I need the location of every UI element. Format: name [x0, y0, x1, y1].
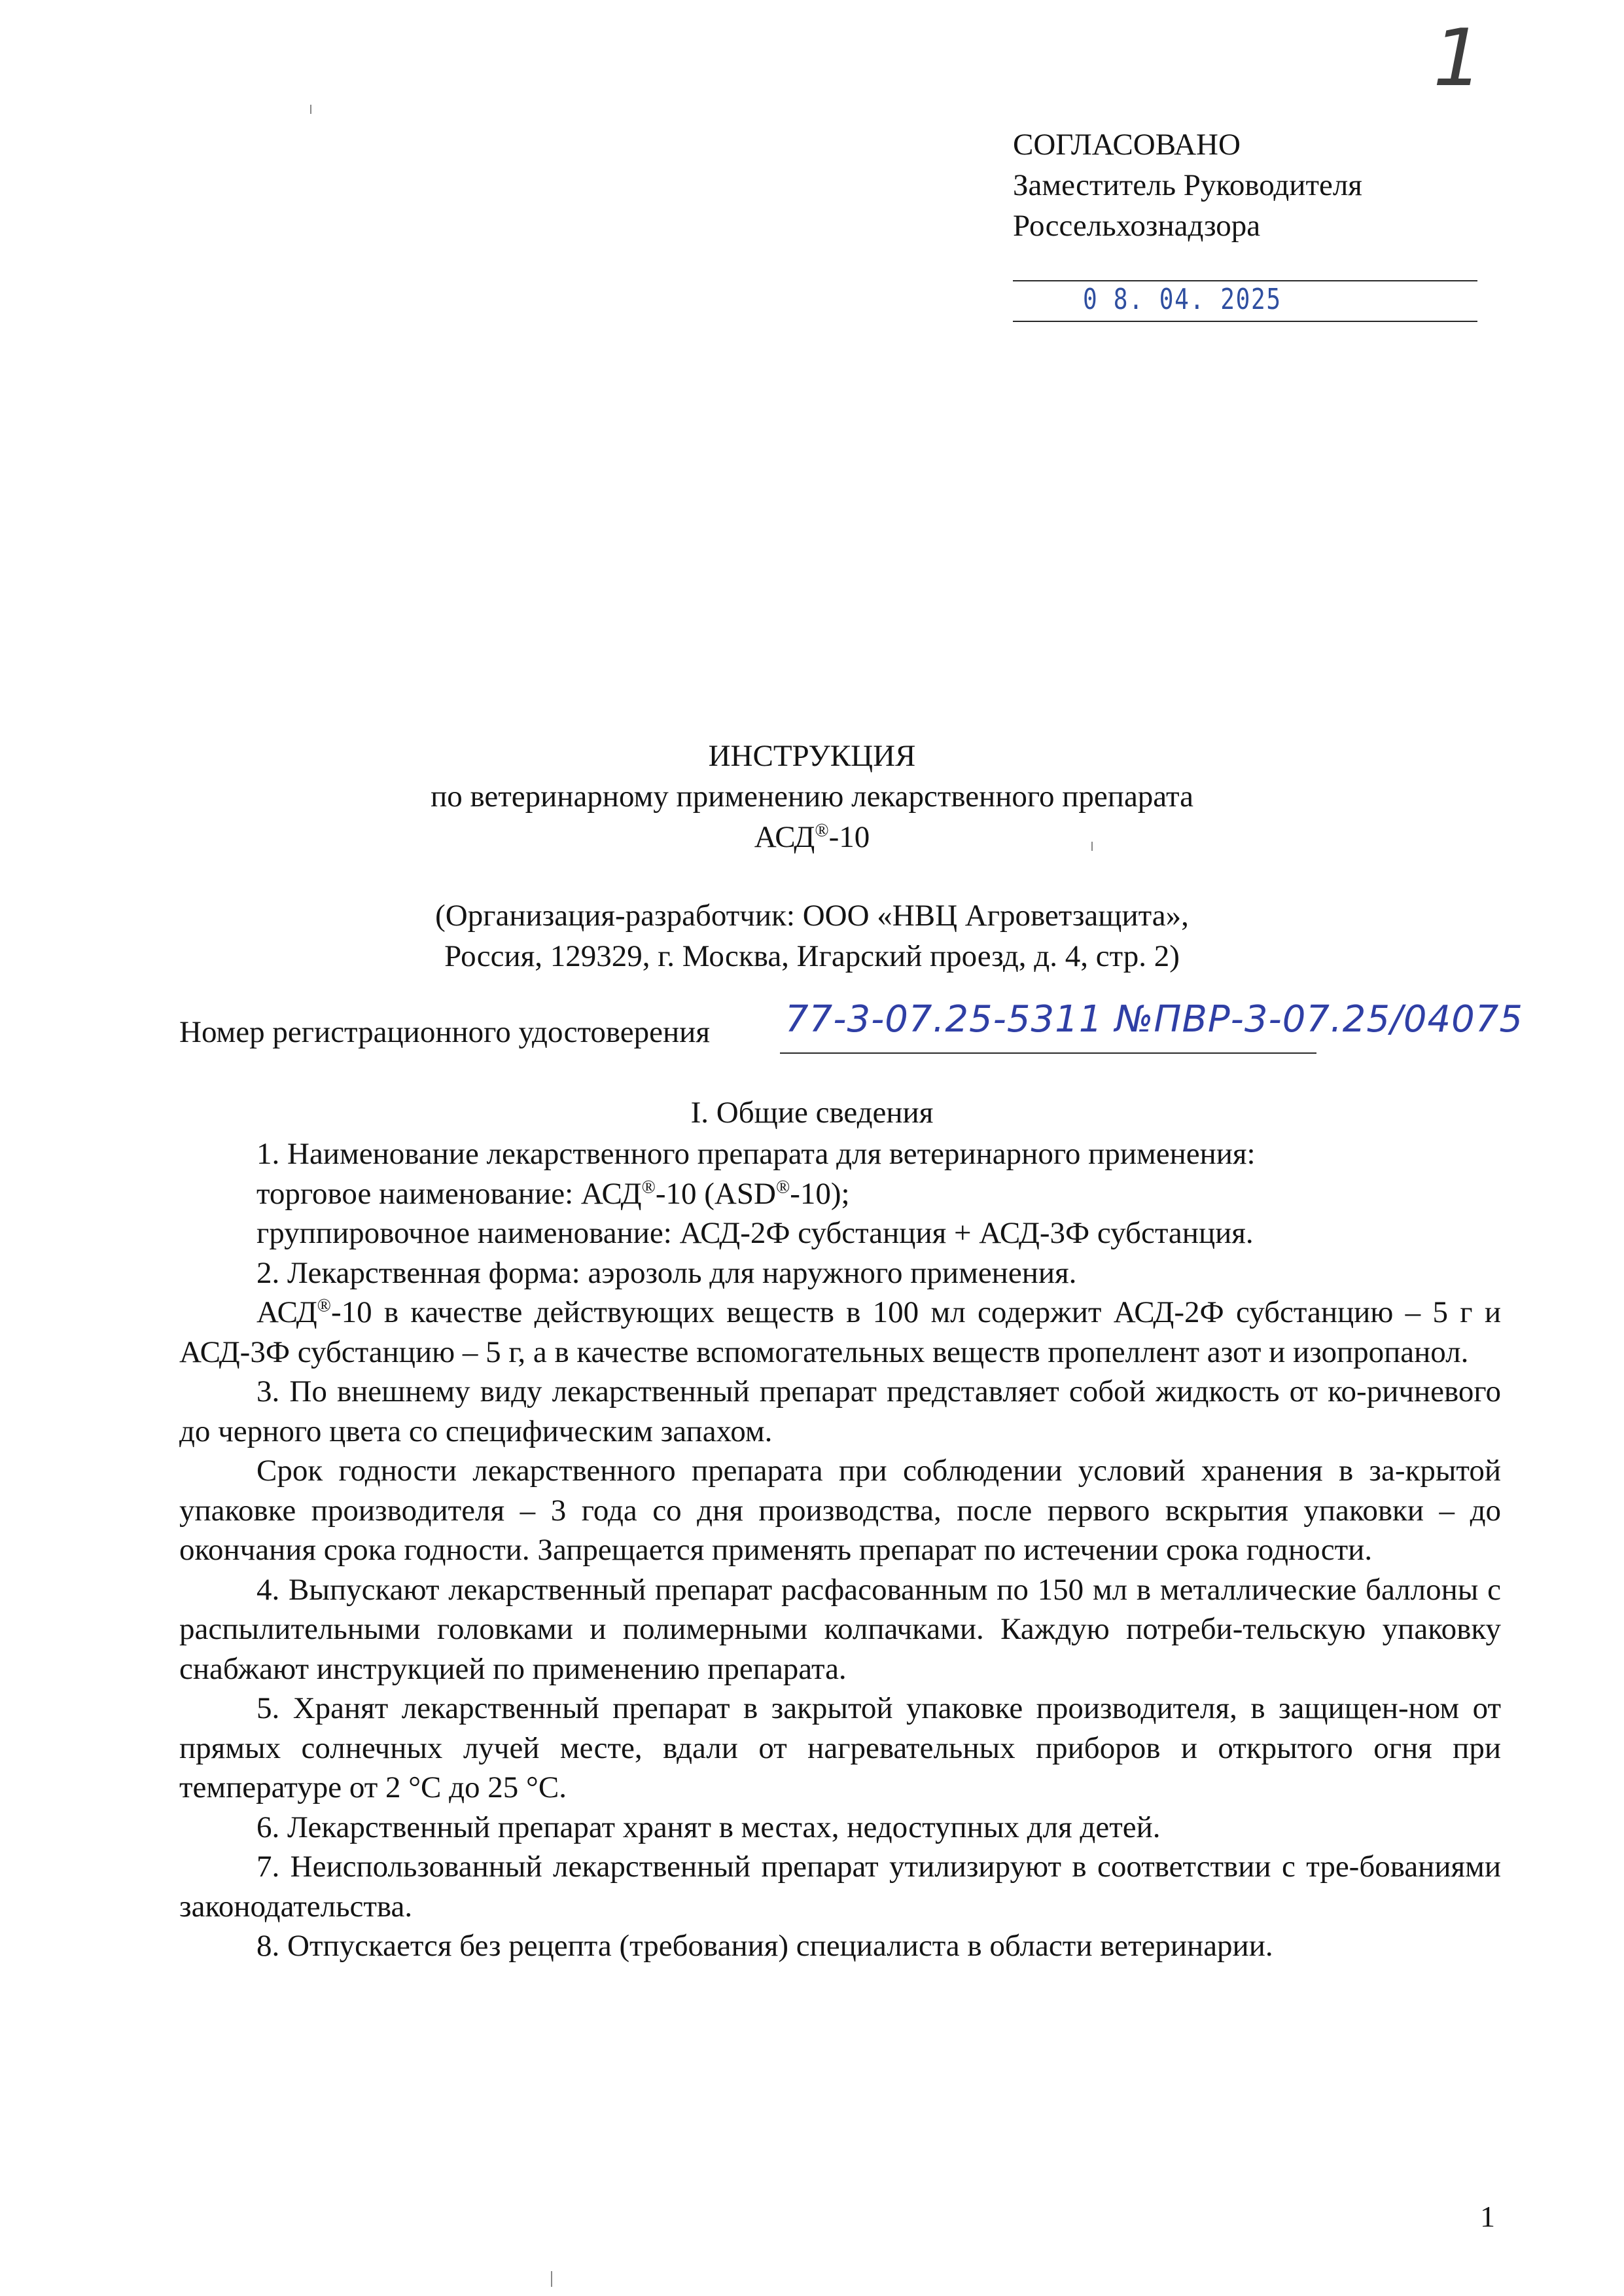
item-7: 7. Неиспользованный лекарственный препарат утилизируют в соответствии с тре-бованиями законодательства. — [179, 1850, 1501, 1924]
composition-a: АСД — [256, 1295, 317, 1329]
page-number: 1 — [1480, 2200, 1495, 2233]
approval-title: СОГЛАСОВАНО — [1013, 128, 1241, 162]
section-heading: I. Общие сведения — [690, 1096, 934, 1130]
document-subtitle: по ветеринарному применению лекарственного препарата — [431, 780, 1193, 814]
trade-name-a: торговое наименование: АСД — [256, 1176, 642, 1211]
registered-mark: ® — [317, 1295, 331, 1316]
drug-name — [0, 819, 1624, 855]
developer-line-1: (Организация-разработчик: ООО «НВЦ Агроветзащита», — [435, 899, 1189, 933]
handwritten-page-mark: 1 — [1433, 13, 1483, 104]
developer-line-2: Россия, 129329, г. Москва, Игарский проезд, д. 4, стр. 2) — [444, 939, 1180, 973]
document-heading: ИНСТРУКЦИЯ — [708, 739, 916, 773]
drug-name-prefix: АСД — [754, 820, 815, 854]
item-4: 4. Выпускают лекарственный препарат расфасованным по 150 мл в металлические баллоны с распылительными головками и полимерными колпачками. Каждую потреби-тельскую упаковку снабжают инструкцией по применению препарата. — [179, 1572, 1501, 1686]
scan-speck — [1091, 842, 1093, 851]
registration-underline — [780, 1052, 1316, 1054]
registered-mark: ® — [815, 820, 829, 841]
grouping-name: группировочное наименование: АСД-2Ф субстанция + АСД-3Ф субстанция. — [256, 1216, 1254, 1250]
composition-b: -10 в качестве действующих веществ в 100 мл содержит АСД-2Ф субстанцию – 5 г и АСД-3Ф субстанцию – 5 г, а в качестве вспомогательных веществ пропеллент азот и изопропанол. — [179, 1295, 1501, 1369]
section-body — [179, 1134, 1501, 1966]
drug-name-suffix: -10 — [828, 820, 870, 854]
signature-line — [1013, 280, 1477, 281]
trade-name-b: -10 (ASD — [655, 1176, 776, 1211]
registered-mark: ® — [775, 1176, 790, 1197]
scan-speck — [310, 105, 311, 114]
item-5: 5. Хранят лекарственный препарат в закрытой упаковке производителя, в защищен-ном от прямых солнечных лучей месте, вдали от нагревательных приборов и открытого огня при температуре от 2 °С до 25 °С. — [179, 1691, 1501, 1804]
item-6: 6. Лекарственный препарат хранят в местах, недоступных для детей. — [256, 1810, 1161, 1844]
item-1: 1. Наименование лекарственного препарата для ветеринарного применения: — [256, 1137, 1256, 1171]
shelf-life: Срок годности лекарственного препарата при соблюдении условий хранения в за-крытой упаковке производителя – 3 года со дня производства, после первого вскрытия упаковки – до окончания срока годности. Запрещается применять препарат по истечении срока годности. — [179, 1454, 1501, 1567]
trade-name-c: -10); — [790, 1176, 850, 1211]
approval-block — [1013, 124, 1362, 246]
approval-organization: Россельхознадзора — [1013, 209, 1261, 243]
item-2: 2. Лекарственная форма: аэрозоль для наружного применения. — [256, 1255, 1077, 1290]
scan-speck — [551, 2271, 552, 2287]
trade-name — [179, 1174, 1501, 1214]
item-3: 3. По внешнему виду лекарственный препарат представляет собой жидкость от ко-ричневого до черного цвета со специфическим запахом. — [179, 1374, 1501, 1448]
item-8: 8. Отпускается без рецепта (требования) специалиста в области ветеринарии. — [256, 1929, 1273, 1963]
approval-date-stamp: 0 8. 04. 2025 — [1083, 283, 1282, 316]
date-line — [1013, 321, 1477, 322]
composition — [179, 1293, 1501, 1372]
registered-mark: ® — [641, 1176, 656, 1197]
approval-position: Заместитель Руководителя — [1013, 168, 1362, 202]
registration-label: Номер регистрационного удостоверения — [179, 1015, 710, 1049]
registration-number-handwritten: 77-3-07.25-5311 №ПВР-3-07.25/04075 — [785, 998, 1524, 1041]
